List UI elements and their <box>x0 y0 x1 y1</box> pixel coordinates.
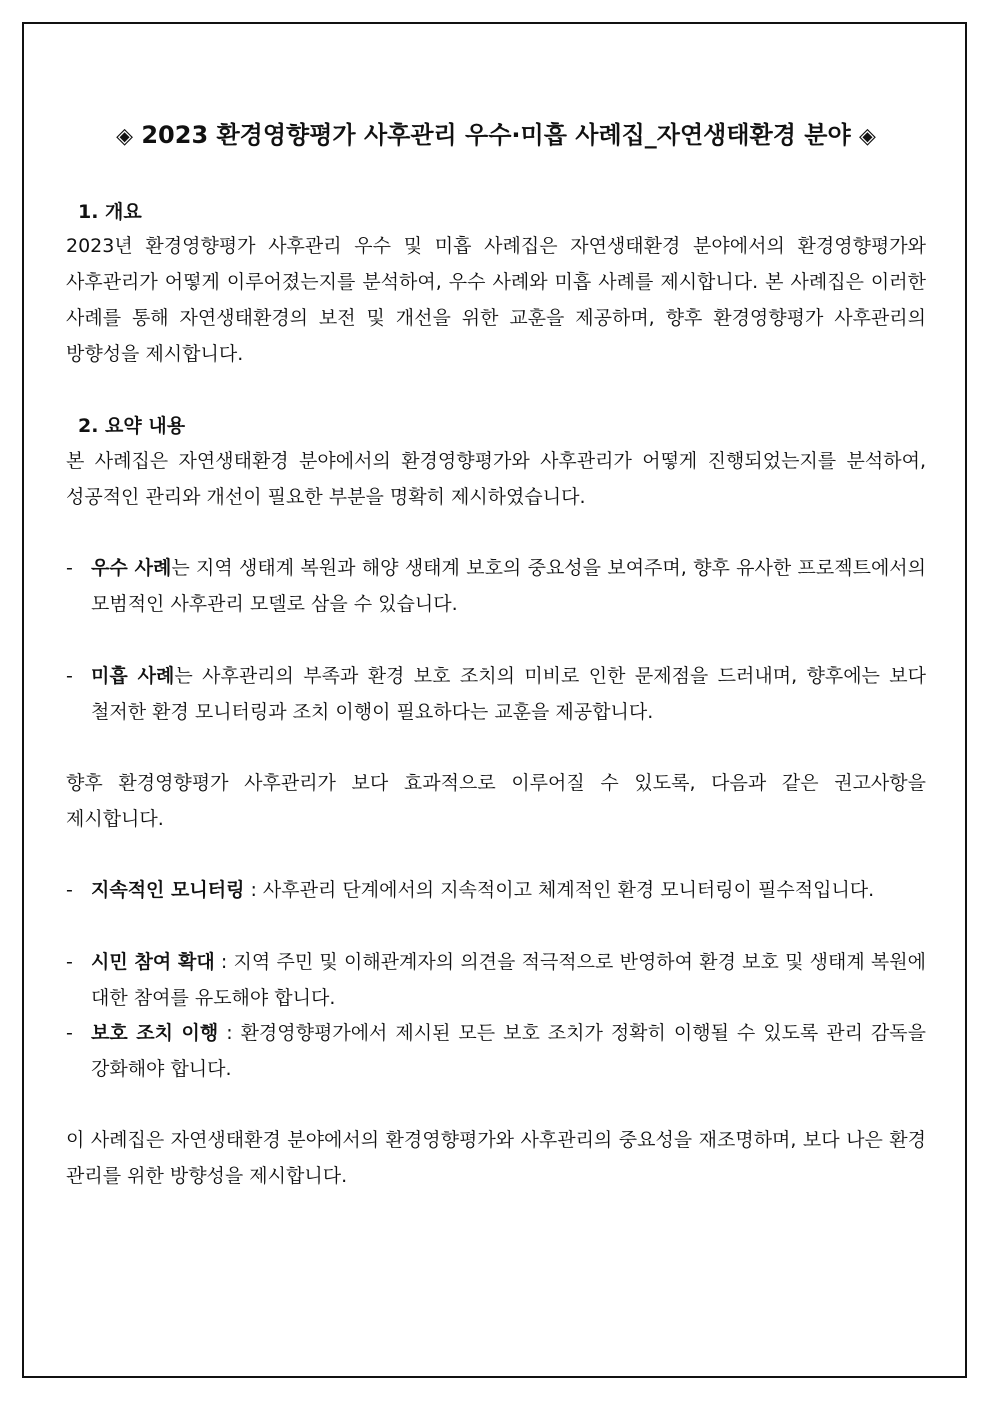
bullet-dash: - <box>66 557 73 579</box>
case-item-good <box>66 550 926 622</box>
diamond-icon: ◈ <box>859 124 876 149</box>
case-item-poor <box>66 658 926 730</box>
recommendation-term: 보호 조치 이행 <box>91 1022 219 1044</box>
case-text: 는 사후관리의 부족과 환경 보호 조치의 미비로 인한 문제점을 드러내며, 향후에는 보다 철저한 환경 모니터링과 조치 이행이 필요하다는 교훈을 제공합니다. <box>91 665 926 723</box>
section-heading-overview: 1. 개요 <box>78 201 142 223</box>
case-text: 는 지역 생태계 복원과 해양 생태계 보호의 중요성을 보여주며, 향후 유사한 프로젝트에서의 모범적인 사후관리 모델로 삼을 수 있습니다. <box>91 557 927 615</box>
recommendation-item <box>66 944 926 1016</box>
case-term: 우수 사례 <box>91 557 172 579</box>
recommendation-item <box>66 872 926 908</box>
document-title <box>66 117 926 155</box>
overview-paragraph: 2023년 환경영향평가 사후관리 우수 및 미흡 사례집은 자연생태환경 분야에서의 환경영향평가와 사후관리가 어떻게 이루어졌는지를 분석하여, 우수 사례와 미흡 사례를 제시합니다. 본 사례집은 이러한 사례를 통해 자연생태환경의 보전 및 개선을 위한 교훈을 제공하며, 향후 환경영향평가 사후관리의 방향성을 제시합니다. <box>66 235 926 365</box>
conclusion-paragraph: 이 사례집은 자연생태환경 분야에서의 환경영향평가와 사후관리의 중요성을 재조명하며, 보다 나은 환경 관리를 위한 방향성을 제시합니다. <box>66 1129 926 1187</box>
recommendation-text: : 환경영향평가에서 제시된 모든 보호 조치가 정확히 이행될 수 있도록 관리 감독을 강화해야 합니다. <box>91 1022 927 1080</box>
recommendation-term: 지속적인 모니터링 <box>91 879 245 901</box>
bullet-dash: - <box>66 951 73 973</box>
document-title-text: 2023 환경영향평가 사후관리 우수·미흡 사례집_자연생태환경 분야 <box>141 121 851 149</box>
recommendation-intro: 향후 환경영향평가 사후관리가 보다 효과적으로 이루어질 수 있도록, 다음과 같은 권고사항을 제시합니다. <box>66 772 926 830</box>
case-term: 미흡 사례 <box>91 665 175 687</box>
recommendation-term: 시민 참여 확대 <box>91 951 215 973</box>
recommendation-text: : 사후관리 단계에서의 지속적이고 체계적인 환경 모니터링이 필수적입니다. <box>244 879 875 901</box>
bullet-dash: - <box>66 1022 73 1044</box>
diamond-icon: ◈ <box>116 124 133 149</box>
bullet-dash: - <box>66 665 73 687</box>
bullet-dash: - <box>66 879 73 901</box>
summary-paragraph: 본 사례집은 자연생태환경 분야에서의 환경영향평가와 사후관리가 어떻게 진행되었는지를 분석하여, 성공적인 관리와 개선이 필요한 부분을 명확히 제시하였습니다. <box>66 450 926 508</box>
section-heading-summary: 2. 요약 내용 <box>78 415 186 437</box>
recommendation-text: : 지역 주민 및 이해관계자의 의견을 적극적으로 반영하여 환경 보호 및 생태계 복원에 대한 참여를 유도해야 합니다. <box>91 951 926 1009</box>
recommendation-item <box>66 1015 926 1087</box>
